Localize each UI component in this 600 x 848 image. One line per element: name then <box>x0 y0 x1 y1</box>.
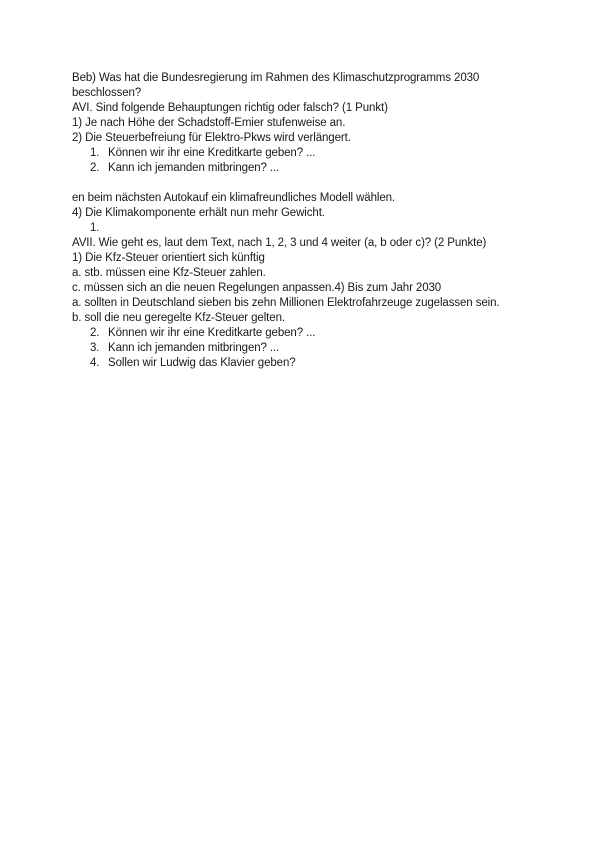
matching-line-1: 1) Die Kfz-Steuer orientiert sich künftig <box>72 252 265 264</box>
matching-line-2: a. stb. müssen eine Kfz-Steuer zahlen. <box>72 267 266 279</box>
list-item-text: Sollen wir Ludwig das Klavier geben? <box>108 357 296 369</box>
task-matching-heading: AVII. Wie geht es, laut dem Text, nach 1, 2, 3 und 4 weiter (a, b oder c)? (2 Punkte) <box>72 237 487 249</box>
statement-1: 1) Je nach Höhe der Schadstoff-Emier stufenweise an. <box>72 117 346 129</box>
list-item-text: Können wir ihr eine Kreditkarte geben? ... <box>108 147 316 159</box>
task-true-false-heading: AVI. Sind folgende Behauptungen richtig oder falsch? (1 Punkt) <box>72 102 388 114</box>
spacer <box>72 221 542 236</box>
question-title-line-1: Beb) Was hat die Bundesregierung im Rahmen des Klimaschutzprogramms 2030 <box>72 72 480 84</box>
list-item-number: 4. <box>90 357 100 369</box>
matching-line-3: c. müssen sich an die neuen Regelungen anpassen.4) Bis zum Jahr 2030 <box>72 282 442 294</box>
list-item-text: Kann ich jemanden mitbringen? ... <box>108 162 280 174</box>
list-item-number: 1. <box>90 222 100 234</box>
list-item-number: 1. <box>90 147 100 159</box>
numbered-list-item <box>90 341 542 356</box>
matching-line-4: a. sollten in Deutschland sieben bis zehn Millionen Elektrofahrzeuge zugelassen sein. <box>72 297 500 309</box>
list-item-text: Kann ich jemanden mitbringen? ... <box>108 342 280 354</box>
numbered-list-item <box>90 356 542 371</box>
statement-2: 2) Die Steuerbefreiung für Elektro-Pkws wird verlängert. <box>72 132 351 144</box>
list-item-number: 2. <box>90 162 100 174</box>
numbered-list-item <box>90 161 542 176</box>
statement-3-fragment: en beim nächsten Autokauf ein klimafreundliches Modell wählen. <box>72 192 396 204</box>
list-item-number: 3. <box>90 342 100 354</box>
document-body <box>72 71 542 371</box>
matching-line-5: b. soll die neu geregelte Kfz-Steuer gelten. <box>72 312 285 324</box>
statement-4: 4) Die Klimakomponente erhält nun mehr Gewicht. <box>72 207 325 219</box>
spacer <box>72 176 542 191</box>
numbered-list-item <box>90 326 542 341</box>
list-item-text: Können wir ihr eine Kreditkarte geben? ... <box>108 327 316 339</box>
question-title-line-2: beschlossen? <box>72 87 142 99</box>
list-item-number: 2. <box>90 327 100 339</box>
numbered-list-item <box>90 146 542 161</box>
